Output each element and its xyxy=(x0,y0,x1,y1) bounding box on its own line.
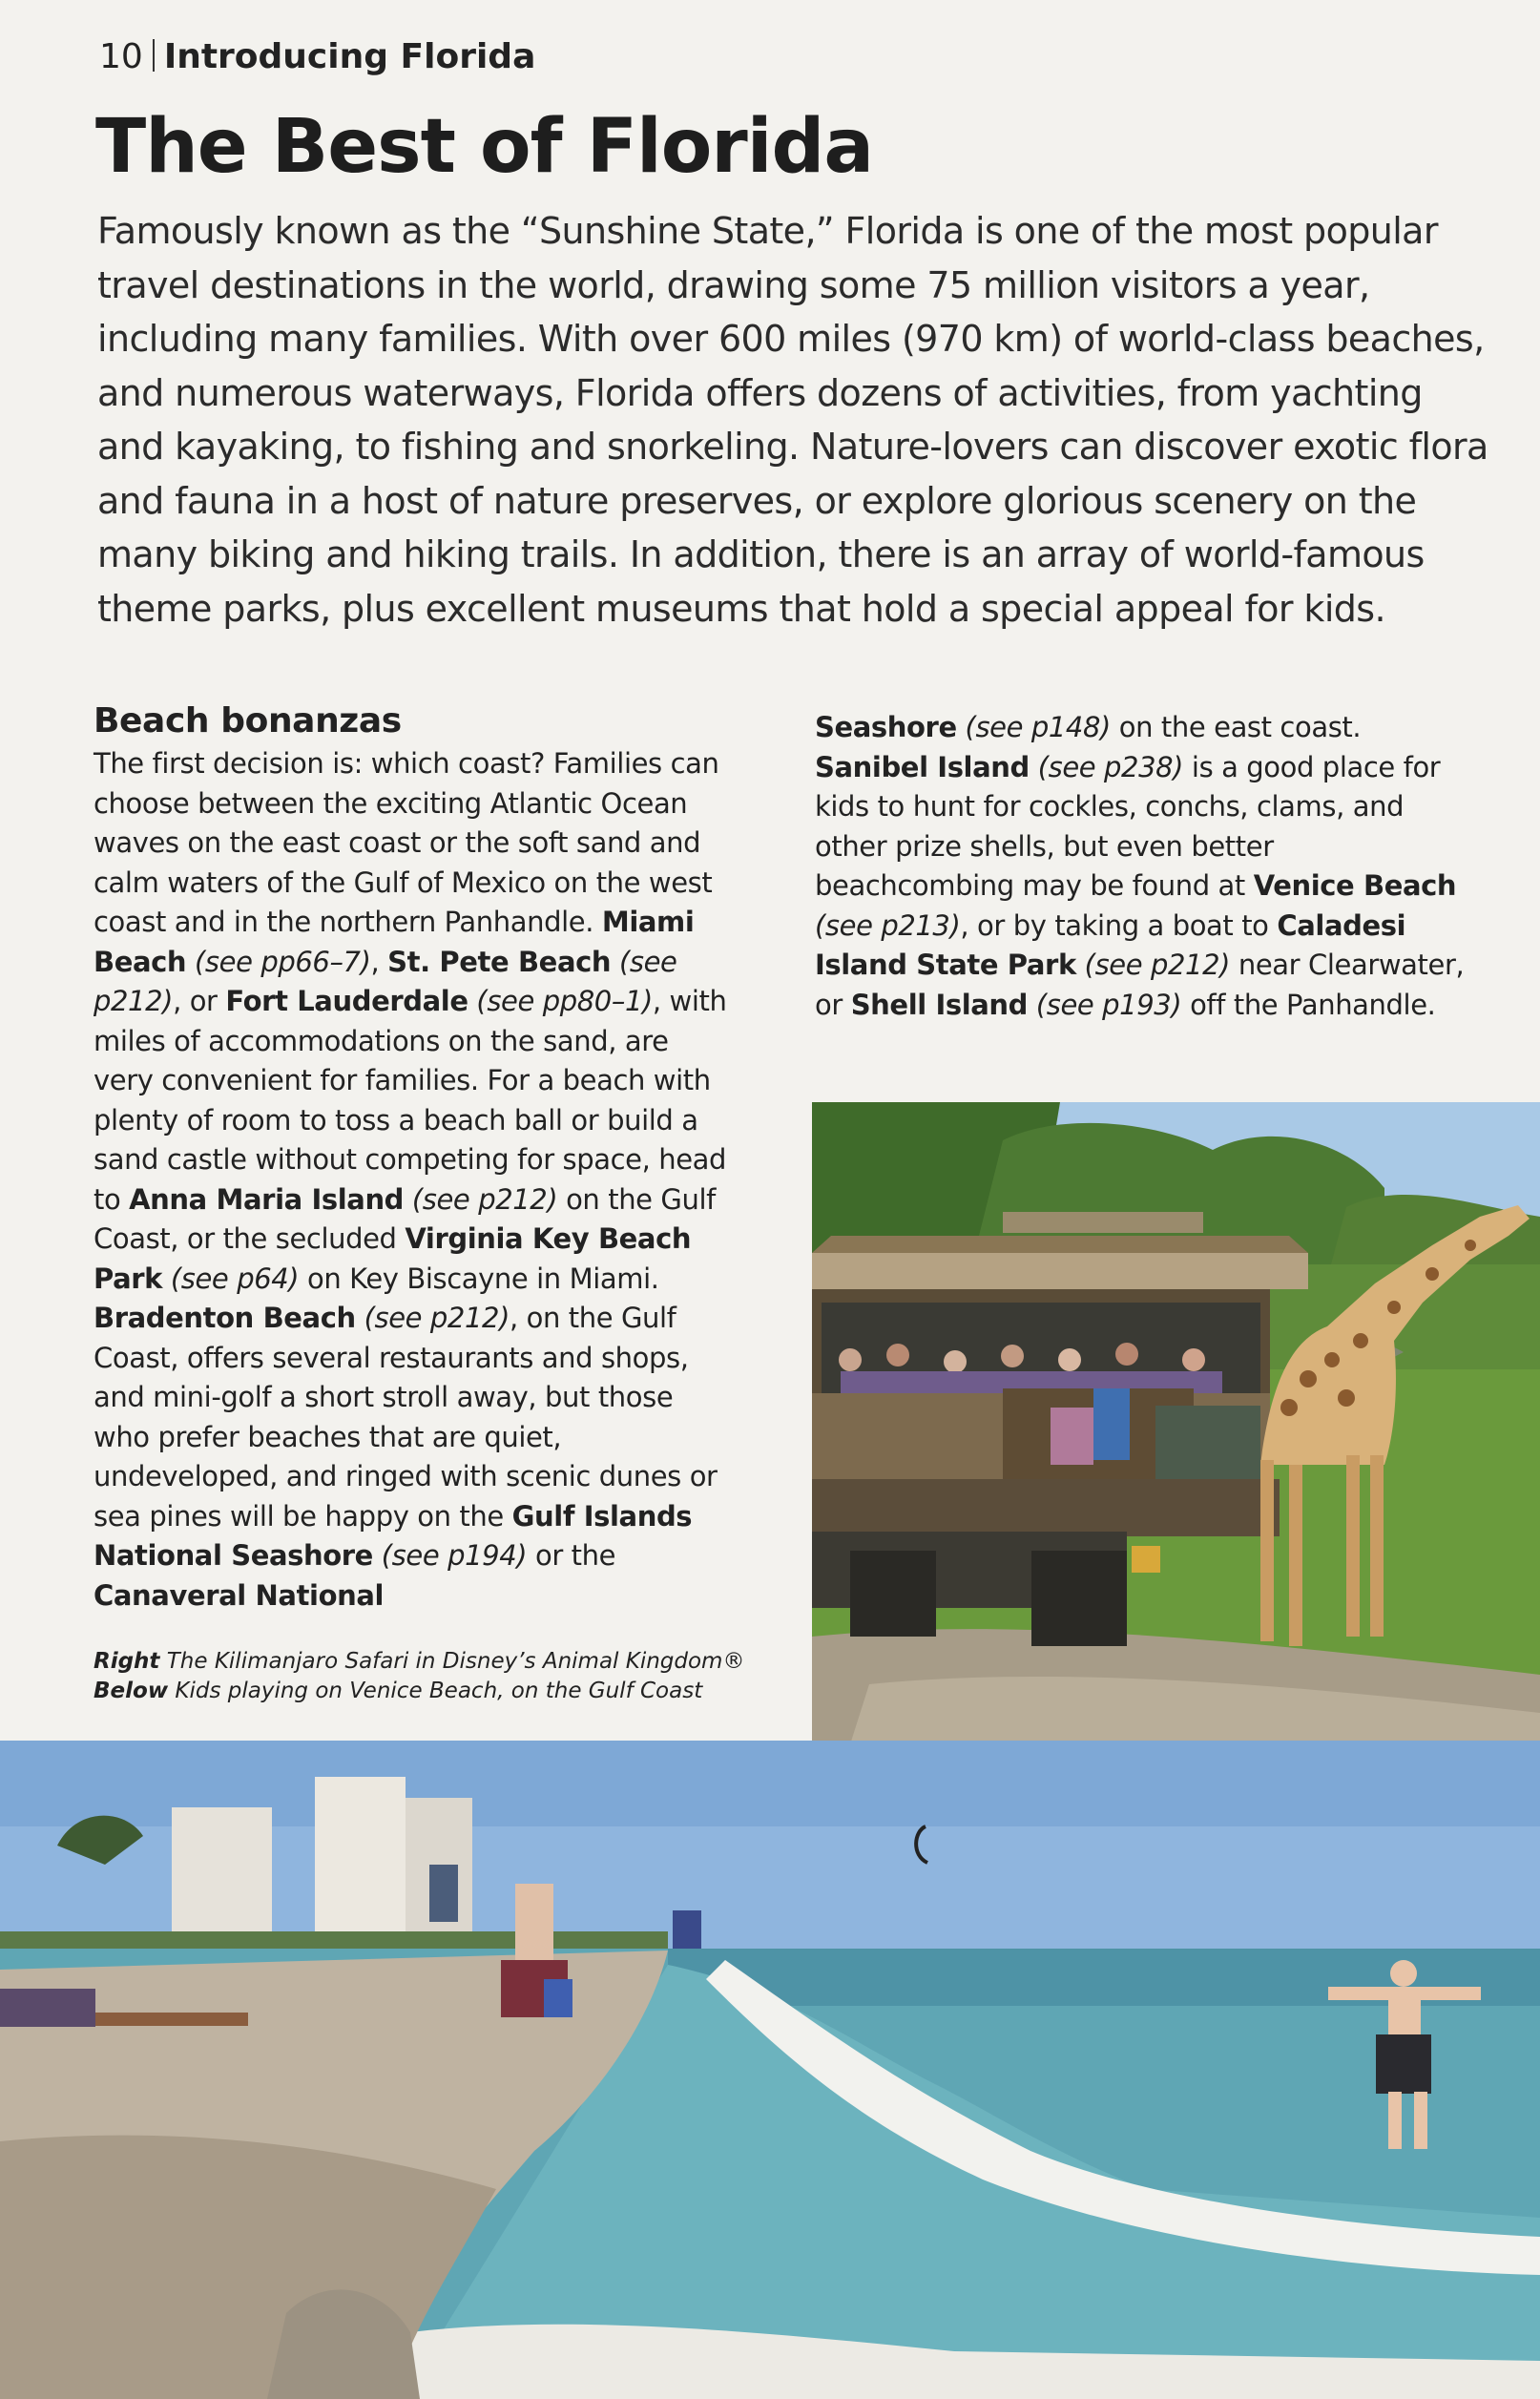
place-caladesi-island: Caladesi Island State Park xyxy=(815,908,1406,981)
beach-photo xyxy=(0,1741,1540,2399)
page-ref: (see p212) xyxy=(355,1302,510,1334)
section-name: Introducing Florida xyxy=(163,37,536,76)
page-ref: (see p194) xyxy=(372,1539,528,1572)
page-ref: (see p212) xyxy=(94,945,677,1017)
page-ref: (see p212) xyxy=(1075,949,1231,981)
page-ref: (see p148) xyxy=(956,711,1111,743)
intro-paragraph: Famously known as the “Sunshine State,” Florida is one of the most popular travel destinations in the world, drawing some 75 million visitors a year, including many families. With over 600 miles (970 km) of world-class beaches, and numerous waterways, Florida offers dozens of activities, from yachting and kayaking, to fishing and snorkeling. Nature-lovers can discover exotic flora and fauna in a host of nature preserves, or explore glorious scenery on the many biking and hiking trails. In addition, there is an array of world-famous theme parks, plus excellent museums that hold a special appeal for kids. xyxy=(97,210,1488,630)
running-head xyxy=(99,34,535,80)
place-st-pete-beach: St. Pete Beach xyxy=(387,945,612,978)
place-miami-beach: Miami Beach xyxy=(94,906,695,978)
place-gulf-islands: Gulf Islands National Seashore xyxy=(94,1499,693,1572)
divider xyxy=(153,39,155,72)
caption-right: Right The Kilimanjaro Safari in Disney’s Animal Kingdom® xyxy=(94,1649,745,1674)
page-ref: (see p64) xyxy=(162,1262,300,1295)
place-virginia-key: Virginia Key Beach Park xyxy=(94,1222,692,1295)
page-ref: (see p212) xyxy=(404,1182,558,1216)
place-venice-beach: Venice Beach xyxy=(1253,869,1457,902)
section-heading: Beach bonanzas xyxy=(94,701,402,741)
page-number: 10 xyxy=(99,37,143,76)
page-ref: (see p213) xyxy=(815,908,961,942)
page-title: The Best of Florida xyxy=(95,104,873,190)
place-shell-island: Shell Island xyxy=(850,988,1029,1021)
page-ref: (see pp80–1) xyxy=(468,985,653,1017)
place-canaveral-seashore: Seashore xyxy=(815,711,957,743)
left-column xyxy=(94,700,733,1616)
place-fort-lauderdale: Fort Lauderdale xyxy=(225,985,468,1017)
caption-below: Below Kids playing on Venice Beach, on the Gulf Coast xyxy=(94,1679,703,1703)
place-anna-maria-island: Anna Maria Island xyxy=(129,1182,405,1216)
body-text: Seashore (see p148) on the east coast. Sanibel Island (see p238) is a good place for kids to hunt for cockles, conchs, clams, and other prize shells, but even better beachcombing may be found at Venice Beach (see p213), or by taking a boat to Caladesi Island State Park (see p212) near Clearwater, or Shell Island (see p193) off the Panhandle. xyxy=(815,711,1465,1021)
safari-photo xyxy=(812,1102,1540,1744)
body-text: The first decision is: which coast? Families can choose between the exciting Atlantic Ocean waves on the east coast or the soft sand and calm waters of the Gulf of Mexico on the west coast and in the northern Panhandle. Miami Beach (see pp66–7), St. Pete Beach (see p212), or Fort Lauderdale (see pp80–1), with miles of accommodations on the sand, are very convenient for families. For a beach with plenty of room to toss a beach ball or build a sand castle without competing for space, head to Anna Maria Island (see p212) on the Gulf Coast, or the secluded Virginia Key Beach Park (see p64) on Key Biscayne in Miami. Bradenton Beach (see p212), on the Gulf Coast, offers several restaurants and shops, and mini-golf a short stroll away, but those who prefer beaches that are quiet, undeveloped, and ringed with scenic dunes or sea pines will be happy on the Gulf Islands National Seashore (see p194) or the Canaveral National xyxy=(94,747,727,1612)
page-ref: (see p238) xyxy=(1029,750,1184,783)
page-ref: (see p193) xyxy=(1028,988,1182,1021)
page-ref: (see pp66–7) xyxy=(186,945,371,978)
place-bradenton-beach: Bradenton Beach xyxy=(94,1302,356,1334)
photo-captions xyxy=(94,1647,761,1706)
right-column xyxy=(815,708,1473,1025)
place-canaveral: Canaveral National xyxy=(94,1578,385,1612)
place-sanibel-island: Sanibel Island xyxy=(815,750,1030,783)
